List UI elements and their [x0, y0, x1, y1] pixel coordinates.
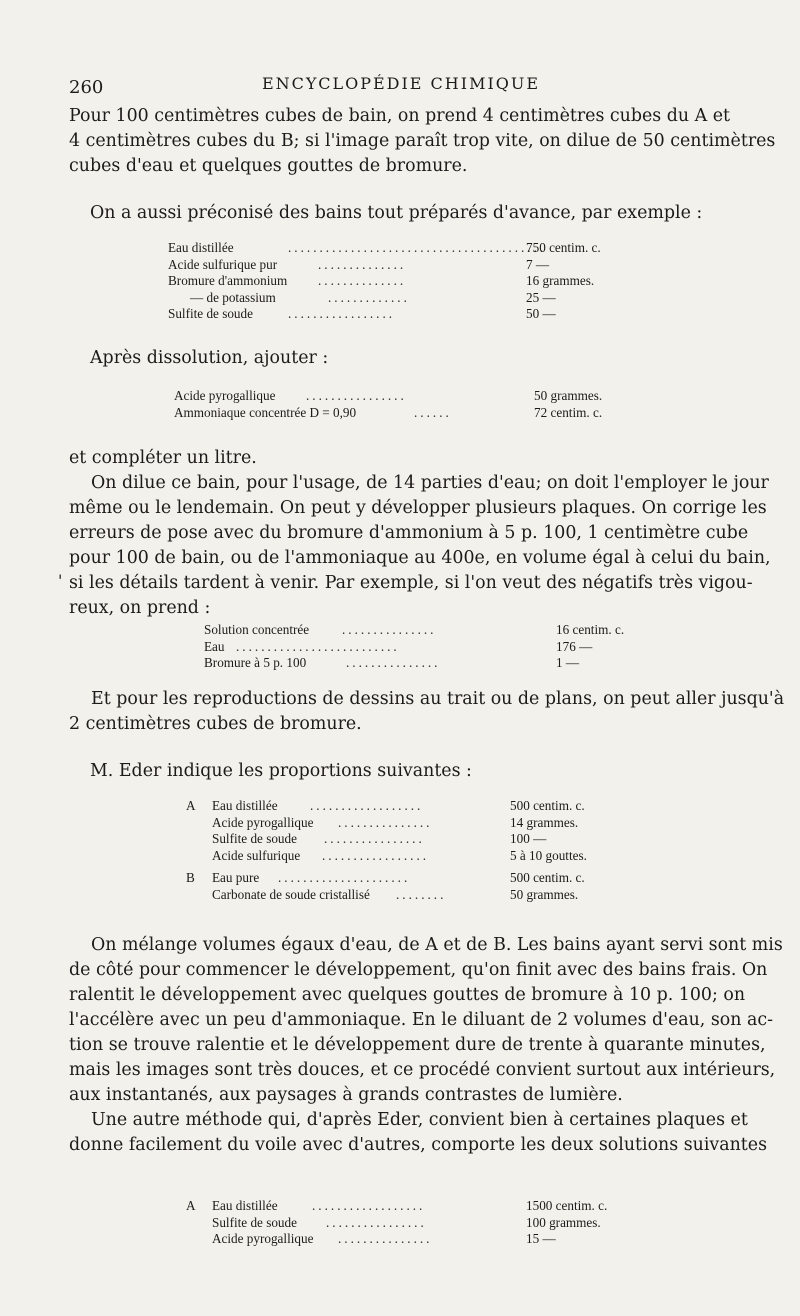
- table-row: Acide pyrogallique ............... 15 —: [212, 1231, 556, 1246]
- text-line: si les détails tardent à venir. Par exemple, si l'on veut des négatifs très vigou-: [69, 573, 753, 593]
- ingredient-quantity: 16 centim. c.: [556, 622, 625, 637]
- ingredient-label: Bromure à 5 p. 100: [204, 655, 307, 670]
- ingredient-quantity: 15 —: [526, 1231, 556, 1246]
- table-row: Sulfite de soude ................. 50 —: [168, 306, 556, 321]
- ingredient-label: — de potassium: [190, 289, 276, 305]
- ingredient-label: Eau pure: [212, 870, 260, 885]
- running-header: ENCYCLOPÉDIE CHIMIQUE: [262, 74, 541, 93]
- ingredient-label: Sulfite de soude: [168, 306, 253, 321]
- ingredient-quantity: 176 —: [556, 638, 593, 654]
- table-row: — de potassium ............. 25 —: [168, 290, 638, 307]
- ingredient-label: Sulfite de soude: [212, 1214, 297, 1230]
- recipe-table-2: [174, 388, 644, 421]
- ingredient-quantity: 5 à 10 gouttes.: [510, 847, 587, 863]
- table-row: B Eau pure ..................... 500 centim. c.: [186, 870, 585, 885]
- paragraph-7: [69, 933, 783, 1158]
- text-line: erreurs de pose avec du bromure d'ammonium à 5 p. 100, 1 centimètre cube: [69, 523, 749, 543]
- text-line: aux instantanés, aux paysages à grands contrastes de lumière.: [69, 1085, 623, 1105]
- text-line: même ou le lendemain. On peut y développer plusieurs plaques. On corrige les: [69, 498, 767, 518]
- table-row: Bromure à 5 p. 100 ............... 1 —: [204, 655, 580, 670]
- table-row: Ammoniaque concentrée D = 0,90 ...... 72 centim. c.: [174, 404, 603, 420]
- ingredient-quantity: 100 grammes.: [526, 1214, 601, 1230]
- page-number: 260: [69, 77, 104, 98]
- text-line: tion se trouve ralentie et le développement dure de trente à quarante minutes,: [69, 1035, 766, 1055]
- ingredient-label: Bromure d'ammonium: [168, 273, 288, 288]
- ingredient-quantity: 14 grammes.: [510, 814, 579, 830]
- text-line: cubes d'eau et quelques gouttes de bromure.: [69, 156, 468, 176]
- text-line: Après dissolution, ajouter :: [90, 348, 329, 368]
- ingredient-quantity: 750 centim. c.: [526, 240, 601, 255]
- ingredient-quantity: 16 grammes.: [526, 273, 595, 288]
- recipe-table-4: [186, 798, 656, 903]
- recipe-table-5: [186, 1198, 656, 1248]
- solution-mark: B: [186, 870, 195, 885]
- table-row: Eau distillée ......................................... 750 centim. c.: [168, 240, 601, 255]
- recipe-table-3: [204, 622, 664, 672]
- text-line: donne facilement du voile avec d'autres, comporte les deux solutions suivantes: [69, 1135, 767, 1155]
- table-row: A Eau distillée .................. 1500 centim. c.: [186, 1198, 608, 1213]
- text-line: Pour 100 centimètres cubes de bain, on prend 4 centimètres cubes du A et: [69, 106, 730, 126]
- paragraph-5: [69, 687, 784, 737]
- paragraph-6: [90, 759, 472, 784]
- table-row: Carbonate de soude cristallisé ........ 50 grammes.: [212, 886, 579, 902]
- recipe-table-1: [168, 240, 638, 323]
- ingredient-quantity: 500 centim. c.: [510, 798, 585, 813]
- ingredient-label: Ammoniaque concentrée D = 0,90: [174, 404, 357, 420]
- paragraph-4: [69, 446, 771, 621]
- ingredient-label: Eau distillée: [212, 1198, 278, 1213]
- text-line: de côté pour commencer le développement, qu'on finit avec des bains frais. On: [69, 960, 768, 980]
- text-line: mais les images sont très douces, et ce procédé convient surtout aux intérieurs,: [69, 1060, 776, 1080]
- table-row: Acide sulfurique ................. 5 à 10 gouttes.: [212, 847, 587, 863]
- text-line: M. Eder indique les proportions suivantes :: [90, 761, 472, 781]
- ingredient-label: Eau distillée: [168, 240, 234, 255]
- ingredient-quantity: 1 —: [556, 655, 580, 670]
- ingredient-label: Solution concentrée: [204, 622, 310, 637]
- table-row: Acide sulfurique pur .............. 7 —: [168, 256, 550, 272]
- text-line: Une autre méthode qui, d'après Eder, convient bien à certaines plaques et: [91, 1110, 748, 1130]
- text-line: ralentit le développement avec quelques gouttes de bromure à 10 p. 100; on: [69, 985, 746, 1005]
- table-row: Sulfite de soude ................ 100 —: [212, 831, 547, 846]
- text-line: l'accélère avec un peu d'ammoniaque. En le diluant de 2 volumes d'eau, son ac-: [69, 1010, 773, 1030]
- ingredient-quantity: 50 —: [526, 306, 556, 321]
- solution-mark: A: [186, 798, 196, 813]
- ingredient-quantity: 1500 centim. c.: [526, 1198, 608, 1213]
- text-line: et compléter un litre.: [69, 448, 257, 468]
- paragraph-1: [69, 104, 775, 179]
- text-line: Et pour les reproductions de dessins au trait ou de plans, on peut aller jusqu'à: [91, 689, 785, 709]
- ingredient-quantity: 50 grammes.: [510, 886, 579, 902]
- table-row: Bromure d'ammonium .............. 16 grammes.: [168, 273, 595, 288]
- ingredient-label: Carbonate de soude cristallisé: [212, 886, 370, 902]
- text-line: On dilue ce bain, pour l'usage, de 14 parties d'eau; on doit l'employer le jour: [91, 473, 769, 493]
- table-row: Acide pyrogallique ............... 14 grammes.: [212, 814, 579, 830]
- ingredient-quantity: 100 —: [510, 831, 547, 846]
- ingredient-label: Acide sulfurique: [212, 847, 301, 863]
- ingredient-quantity: 50 grammes.: [534, 388, 603, 403]
- ingredient-quantity: 25 —: [526, 289, 556, 305]
- paragraph-3: [90, 346, 328, 371]
- ingredient-label: Acide sulfurique pur: [168, 256, 278, 272]
- ingredient-label: Acide pyrogallique: [212, 814, 314, 830]
- text-line: pour 100 de bain, ou de l'ammoniaque au 400e, en volume égal à celui du bain,: [69, 548, 771, 568]
- text-line: reux, on prend :: [69, 598, 211, 618]
- ingredient-label: Eau distillée: [212, 798, 278, 813]
- text-line: On mélange volumes égaux d'eau, de A et de B. Les bains ayant servi sont mis: [91, 935, 783, 955]
- table-row: Sulfite de soude ................ 100 grammes.: [212, 1214, 601, 1230]
- table-row: A Eau distillée .................. 500 centim. c.: [186, 798, 585, 813]
- ingredient-label: Acide pyrogallique: [212, 1231, 314, 1246]
- table-row: Solution concentrée ............... 16 centim. c.: [204, 622, 625, 637]
- text-line: On a aussi préconisé des bains tout préparés d'avance, par exemple :: [90, 203, 703, 223]
- ingredient-label: Eau: [204, 638, 225, 654]
- ingredient-quantity: 72 centim. c.: [534, 404, 603, 420]
- stray-mark: ': [58, 571, 63, 590]
- text-line: 2 centimètres cubes de bromure.: [69, 714, 362, 734]
- solution-mark: A: [186, 1198, 196, 1213]
- text-line: 4 centimètres cubes du B; si l'image paraît trop vite, on dilue de 50 centimètres: [69, 131, 776, 151]
- ingredient-label: Acide pyrogallique: [174, 388, 276, 403]
- table-row: Acide pyrogallique ................ 50 grammes.: [174, 388, 603, 403]
- ingredient-quantity: 7 —: [526, 256, 550, 272]
- table-row: Eau .......................... 176 —: [204, 638, 593, 654]
- ingredient-label: Sulfite de soude: [212, 831, 297, 846]
- paragraph-2: [90, 201, 702, 226]
- ingredient-quantity: 500 centim. c.: [510, 870, 585, 885]
